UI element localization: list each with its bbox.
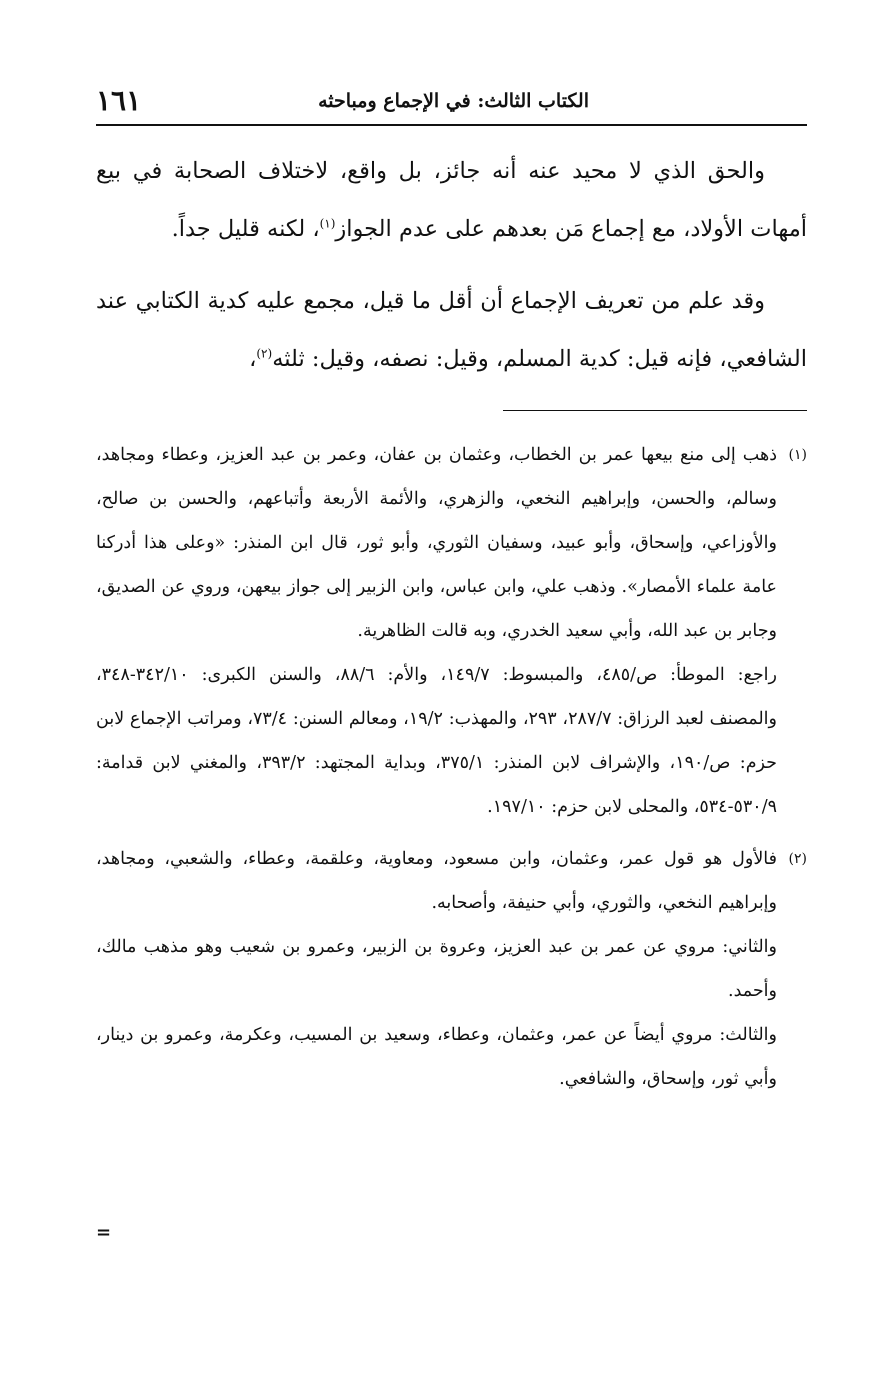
paragraph-2-tail: ، [249, 346, 257, 372]
paragraph-1-tail: ، لكنه قليل جداً. [171, 216, 320, 242]
running-header [96, 82, 807, 126]
paragraph-1-text: والحق الذي لا محيد عنه أنه جائز، بل واقع، لاختلاف الصحابة في بيع أمهات الأولاد، مع إجماع مَن بعدهم على عدم الجواز [96, 158, 807, 242]
footnote-2-paragraph-1: فالأول هو قول عمر، وعثمان، وابن مسعود، ومعاوية، وعلقمة، وعطاء، والشعبي، ومجاهد، وإبراهيم النخعي، والثوري، وأبي حنيفة، وأصحابه. [96, 849, 777, 913]
paragraph-1 [96, 142, 807, 258]
footnote-1-body [96, 433, 777, 829]
main-text [96, 142, 807, 388]
footnote-ref-1[interactable]: (١) [319, 216, 336, 231]
footnote-2-marker: (٢) [788, 851, 807, 867]
book-page [96, 82, 807, 1101]
footnote-2-paragraph-2: والثاني: مروي عن عمر بن عبد العزيز، وعروة بن الزبير، وعمرو بن شعيب وهو مذهب مالك، وأحمد. [96, 937, 777, 1001]
footnote-2-body [96, 837, 777, 1101]
footnotes [96, 433, 807, 1101]
footnote-separator [503, 410, 807, 411]
footnote-1-paragraph-1: ذهب إلى منع بيعها عمر بن الخطاب، وعثمان بن عفان، وعمر بن عبد العزيز، وعطاء ومجاهد، وسالم، والحسن، وإبراهيم النخعي، والزهري، والأئمة الأربعة وأتباعهم، والحسن بن صالح، والأوزاعي، وإسحاق، وأبو عبيد، وسفيان الثوري، وأبو ثور، قال ابن المنذر: «وعلى هذا أدركنا عامة علماء الأمصار». وذهب علي، وابن عباس، وابن الزبير إلى جواز بيعهن، وروي عن الصديق، وجابر بن عبد الله، وأبي سعيد الخدري، وبه قالت الظاهرية. [96, 445, 777, 641]
footnote-2-paragraph-3: والثالث: مروي أيضاً عن عمر، وعثمان، وعطاء، وسعيد بن المسيب، وعكرمة، وعمرو بن دينار، وأبي ثور، وإسحاق، والشافعي. [96, 1025, 777, 1089]
paragraph-2 [96, 272, 807, 388]
footnote-2 [96, 837, 807, 1101]
header-title: الكتاب الثالث: في الإجماع ومباحثه [318, 90, 589, 112]
footnote-ref-2[interactable]: (٢) [256, 346, 273, 361]
continuation-mark: = [96, 1222, 112, 1243]
footnote-1 [96, 433, 807, 829]
footnote-1-paragraph-2: راجع: الموطأ: ص/٤٨٥، والمبسوط: ١٤٩/٧، والأم: ٨٨/٦، والسنن الكبرى: ٣٤٢/١٠-٣٤٨، والمصنف لعبد الرزاق: ٢٨٧/٧، ٢٩٣، والمهذب: ١٩/٢، ومعالم السنن: ٧٣/٤، ومراتب الإجماع لابن حزم: ص/١٩٠، والإشراف لابن المنذر: ٣٧٥/١، وبداية المجتهد: ٣٩٣/٢، والمغني لابن قدامة: ٥٣٠/٩-٥٣٤، والمحلى لابن حزم: ١٩٧/١٠. [96, 665, 777, 817]
paragraph-2-text: وقد علم من تعريف الإجماع أن أقل ما قيل، مجمع عليه كدية الكتابي عند الشافعي، فإنه قيل: كدية المسلم، وقيل: نصفه، وقيل: ثلثه [96, 288, 807, 372]
footnote-1-marker: (١) [788, 447, 807, 463]
page-number: ١٦١ [96, 84, 142, 117]
